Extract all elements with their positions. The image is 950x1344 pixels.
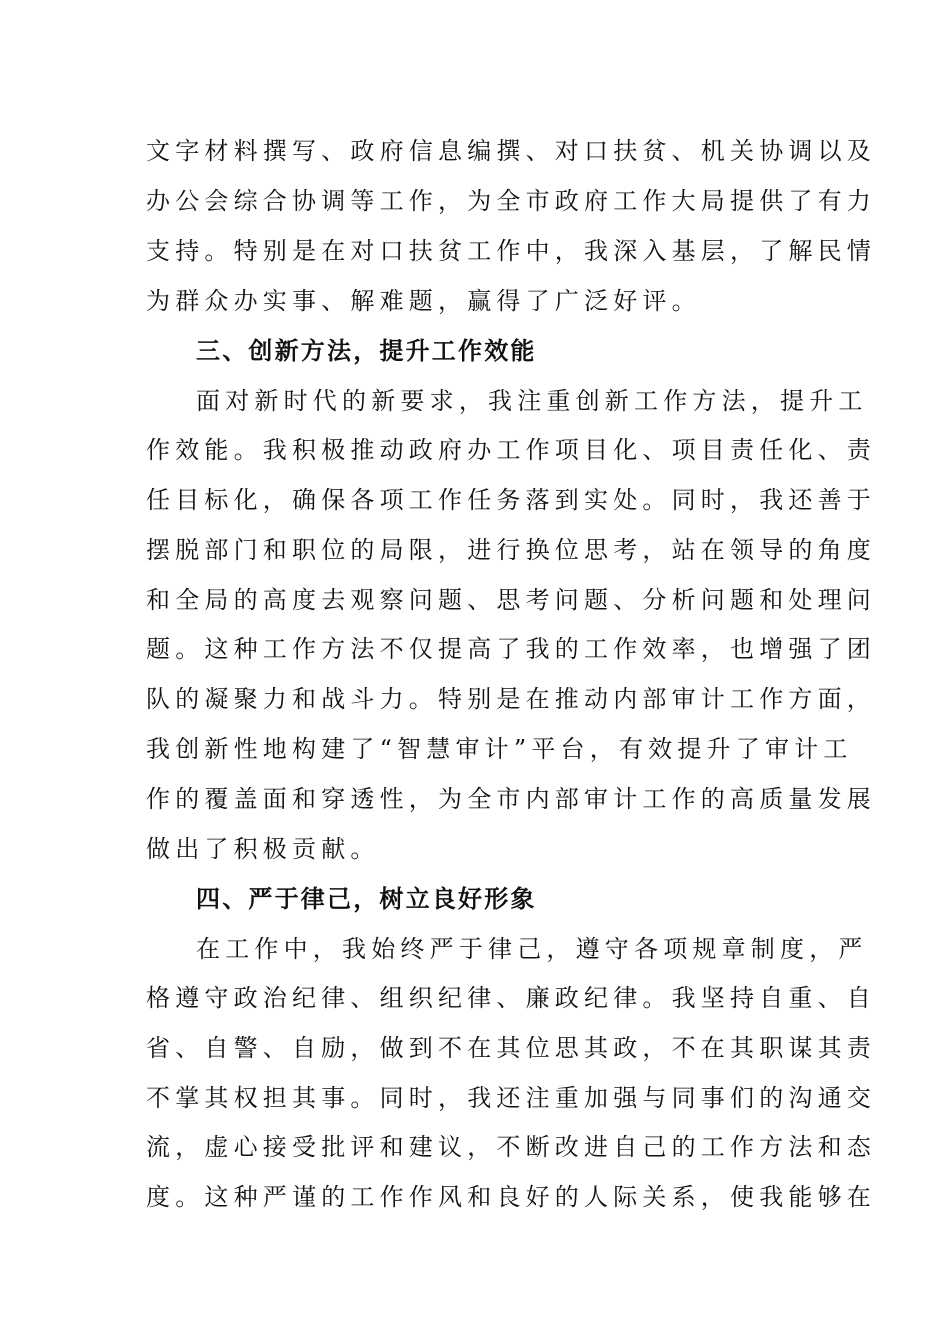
- section-heading-3: 三、创新方法，提升工作效能: [196, 337, 537, 365]
- body-text-line: 我创新性地构建了“智慧审计”平台，有效提升了审计工: [146, 735, 853, 763]
- paragraph-first-line: 在工作中，我始终严于律己，遵守各项规章制度，严: [196, 935, 868, 963]
- body-text-line: 题。这种工作方法不仅提高了我的工作效率，也增强了团: [146, 635, 876, 663]
- section-heading-4: 四、严于律己，树立良好形象: [196, 885, 537, 913]
- body-text-line: 文字材料撰写、政府信息编撰、对口扶贫、机关协调以及: [146, 137, 876, 165]
- body-text-line: 摆脱部门和职位的局限，进行换位思考，站在领导的角度: [146, 536, 876, 564]
- body-text-line: 和全局的高度去观察问题、思考问题、分析问题和处理问: [146, 586, 876, 614]
- body-text-line: 流，虚心接受批评和建议，不断改进自己的工作方法和态: [146, 1133, 876, 1161]
- paragraph-first-line: 面对新时代的新要求，我注重创新工作方法，提升工: [196, 387, 868, 415]
- body-text-line: 省、自警、自励，做到不在其位思其政，不在其职谋其责: [146, 1034, 876, 1062]
- body-text-line: 度。这种严谨的工作作风和良好的人际关系，使我能够在: [146, 1183, 876, 1211]
- body-text-line: 办公会综合协调等工作，为全市政府工作大局提供了有力: [146, 187, 876, 215]
- body-text-line: 队的凝聚力和战斗力。特别是在推动内部审计工作方面，: [146, 685, 876, 713]
- body-text-line: 作的覆盖面和穿透性，为全市内部审计工作的高质量发展: [146, 785, 876, 813]
- body-text-line: 格遵守政治纪律、组织纪律、廉政纪律。我坚持自重、自: [146, 984, 876, 1012]
- body-text-line: 不掌其权担其事。同时，我还注重加强与同事们的沟通交: [146, 1084, 876, 1112]
- body-text-line: 做出了积极贡献。: [146, 835, 380, 863]
- body-text-line: 作效能。我积极推动政府办工作项目化、项目责任化、责: [146, 436, 876, 464]
- body-text-line: 任目标化，确保各项工作任务落到实处。同时，我还善于: [146, 486, 876, 514]
- body-text-line: 支持。特别是在对口扶贫工作中，我深入基层，了解民情: [146, 237, 876, 265]
- body-text-line: 为群众办实事、解难题，赢得了广泛好评。: [146, 287, 701, 315]
